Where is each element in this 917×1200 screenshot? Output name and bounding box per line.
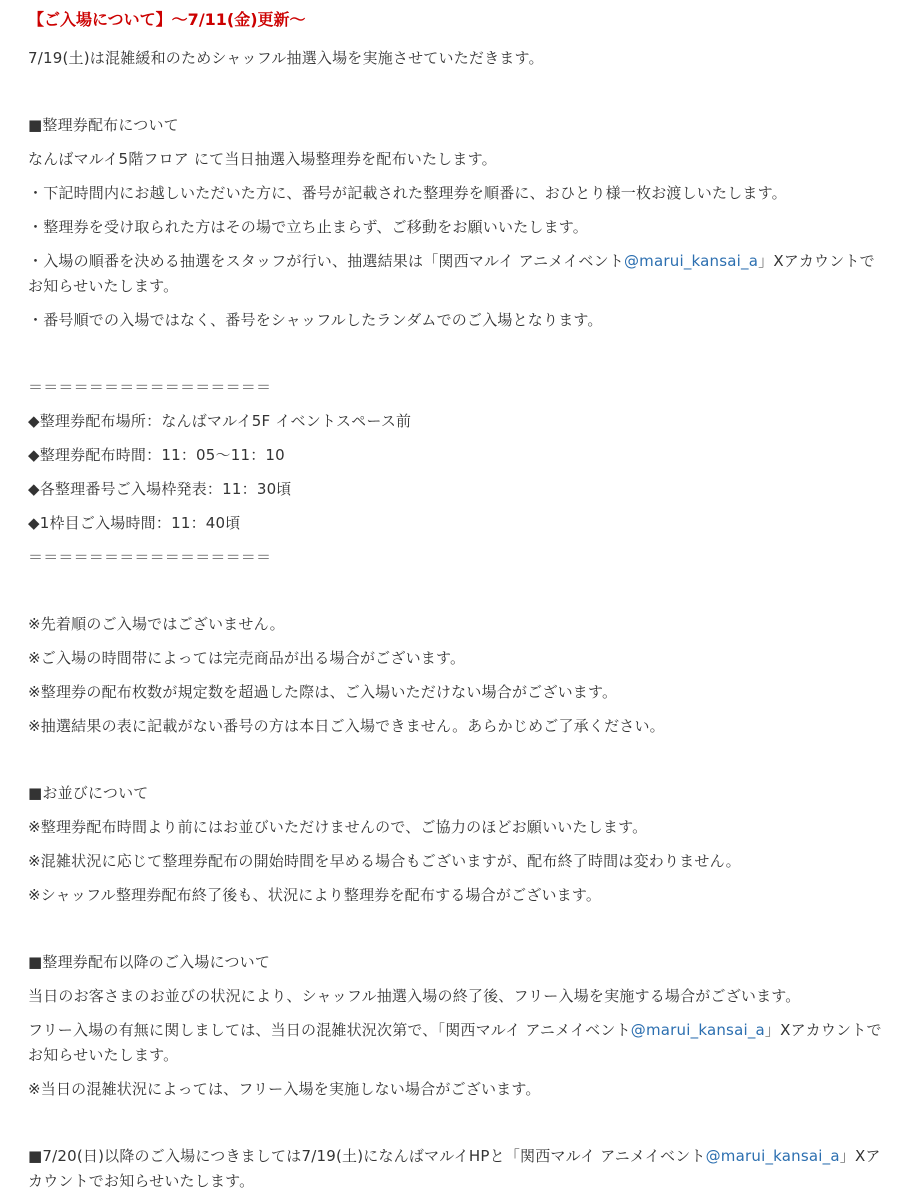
note-item: ※整理券の配布枚数が規定数を超過した際は、ご入場いただけない場合がございます。 [28,683,618,701]
future-entry-part: ■7/20(日)以降のご入場につきましては7/19(土)になんばマルイHPと「関西マルイ アニメイベント [28,1147,706,1165]
future-entry-part: 」Xアカウントでお知らせいたします。 [28,1147,881,1190]
bullet-item-lottery [28,249,889,299]
future-entry-text [28,1144,889,1194]
free-entry-announcement [28,1018,889,1068]
spacer [28,748,889,781]
bullet-item: ・整理券を受け取られた方はその場で立ち止まらず、ご移動をお願いいたします。 [28,218,589,236]
queue-note: ※整理券配布時間より前にはお並びいただけませんので、ご協力のほどお願いいたします。 [28,818,648,836]
detail-item: ◆整理券配布場所：なんばマルイ5F イベントスペース前 [28,412,412,430]
section-heading-queueing: ■お並びについて [28,784,149,802]
bullet-item: ・番号順での入場ではなく、番号をシャッフルしたランダムでのご入場となります。 [28,311,603,329]
note-item: ※先着順のご入場ではございません。 [28,615,285,633]
distribution-location-text: なんばマルイ5階フロア にて当日抽選入場整理券を配布いたします。 [28,150,497,168]
bullet-item: ・下記時間内にお越しいただいた方に、番号が記載された整理券を順番に、おひとり様一枚お渡しいたします。 [28,184,787,202]
announcement-text: 」Xアカウントでお知らせいたします。 [28,1021,882,1064]
free-entry-note: ※当日の混雑状況によっては、フリー入場を実施しない場合がございます。 [28,1080,541,1098]
intro-text: 7/19(土)は混雑緩和のためシャッフル抽選入場を実施させていただきます。 [28,49,544,67]
note-item: ※抽選結果の表に記載がない番号の方は本日ご入場できません。あらかじめご了承ください。 [28,717,665,735]
bullet-text: ・入場の順番を決める抽選をスタッフが行い、抽選結果は「関西マルイ アニメイベント [28,252,624,270]
x-account-link[interactable]: @marui_kansai_a [630,1021,765,1039]
free-entry-text: 当日のお客さまのお並びの状況により、シャッフル抽選入場の終了後、フリー入場を実施する場合がございます。 [28,987,801,1005]
x-account-link[interactable]: @marui_kansai_a [705,1147,840,1165]
spacer [28,917,889,950]
detail-item: ◆1枠目ご入場時間：11：40頃 [28,514,241,532]
spacer [28,579,889,612]
section-heading-after-distribution: ■整理券配布以降のご入場について [28,953,271,971]
x-account-link[interactable]: @marui_kansai_a [623,252,759,270]
detail-item: ◆整理券配布時間：11：05〜11：10 [28,446,285,464]
section-heading-ticket-distribution: ■整理券配布について [28,116,179,134]
note-item: ※ご入場の時間帯によっては完売商品が出る場合がございます。 [28,649,466,667]
queue-note: ※混雑状況に応じて整理券配布の開始時間を早める場合もございますが、配布終了時間は変わりません。 [28,852,741,870]
detail-item: ◆各整理番号ご入場枠発表：11：30頃 [28,480,292,498]
spacer [28,342,889,375]
queue-note: ※シャッフル整理券配布終了後も、状況により整理券を配布する場合がございます。 [28,886,602,904]
separator-line: ＝＝＝＝＝＝＝＝＝＝＝＝＝＝＝＝ [28,548,272,566]
notice-title: 【ご入場について】〜7/11(金)更新〜 [28,10,306,29]
separator-line: ＝＝＝＝＝＝＝＝＝＝＝＝＝＝＝＝ [28,378,272,396]
bullet-text: 」Xアカウントでお知らせいたします。 [28,252,875,295]
announcement-text: フリー入場の有無に関しましては、当日の混雑状況次第で、「関西マルイ アニメイベント [28,1021,631,1039]
spacer [28,1111,889,1144]
spacer [28,80,889,113]
